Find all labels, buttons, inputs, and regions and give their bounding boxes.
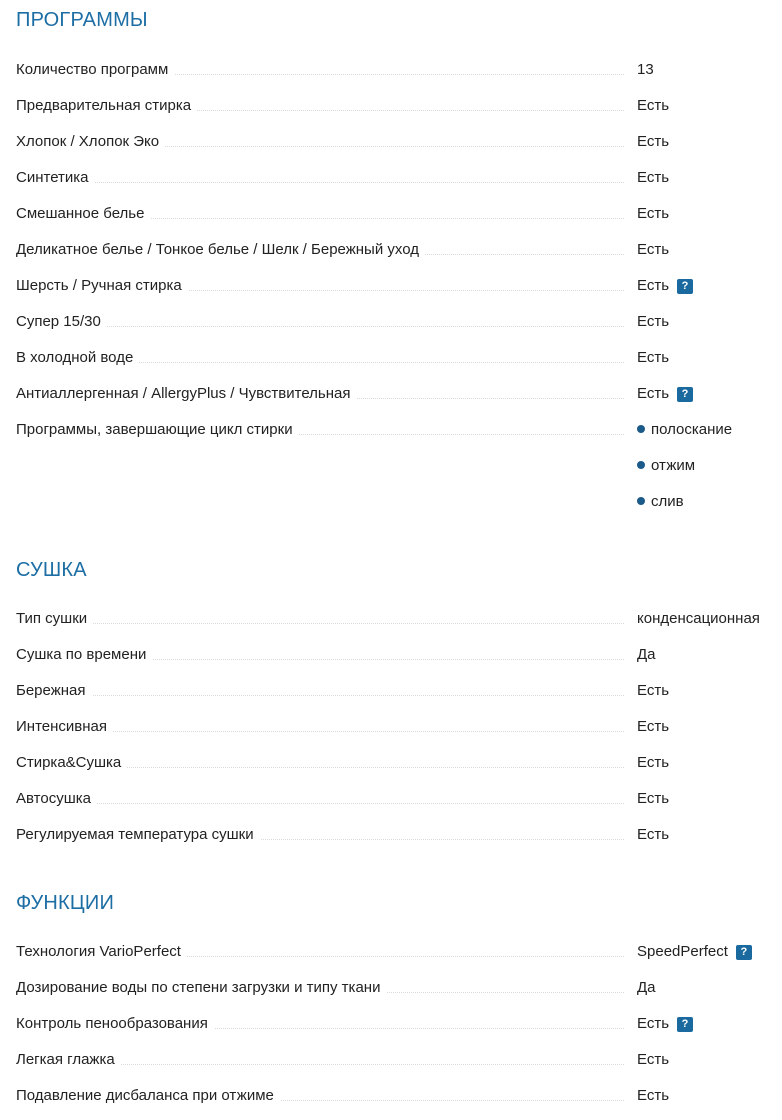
spec-value (637, 1049, 669, 1071)
spec-value-text: Есть (637, 97, 670, 114)
spec-value (637, 239, 669, 261)
bullet-item-rinse (637, 419, 732, 441)
spec-value-text: Есть (637, 1015, 670, 1032)
spec-label: В холодной воде (16, 347, 139, 369)
dotted-leader (16, 623, 624, 624)
section-title-drying: СУШКА (16, 559, 87, 581)
spec-row-easy-ironing (0, 1049, 782, 1071)
spec-label: Предварительная стирка (16, 95, 197, 117)
spec-row-auto-drying (0, 788, 782, 810)
spec-row-water-dosing (0, 977, 782, 999)
spec-label: Сушка по времени (16, 644, 152, 666)
spec-value (637, 977, 656, 999)
spec-row-cold-water (0, 347, 782, 369)
spec-value (637, 752, 669, 774)
help-icon[interactable]: ? (736, 945, 752, 960)
spec-label: Интенсивная (16, 716, 113, 738)
spec-row-delicate (0, 239, 782, 261)
spec-value (637, 275, 693, 297)
bullet-item-text: слив (651, 493, 684, 510)
spec-value (637, 383, 693, 405)
spec-label: Дозирование воды по степени загрузки и типу ткани (16, 977, 386, 999)
bullet-item-drain (637, 491, 684, 513)
section-title-programs: ПРОГРАММЫ (16, 9, 148, 31)
spec-value (637, 824, 669, 846)
spec-value (637, 1013, 693, 1035)
spec-value (637, 788, 669, 810)
spec-row-mixed (0, 203, 782, 225)
bullet-dot-icon (637, 425, 645, 433)
spec-row-synthetics (0, 167, 782, 189)
spec-value-text: Есть (637, 205, 670, 222)
spec-value-text: Есть (637, 1087, 670, 1104)
spec-label: Стирка&Сушка (16, 752, 127, 774)
spec-row-imbalance-control (0, 1085, 782, 1107)
spec-value-text: Есть (637, 826, 670, 843)
help-icon[interactable]: ? (677, 1017, 693, 1032)
spec-value-text: Да (637, 646, 656, 663)
spec-row-varioperfect (0, 941, 782, 963)
dotted-leader (16, 326, 624, 327)
help-icon[interactable]: ? (677, 387, 693, 402)
bullet-item-text: полоскание (651, 421, 733, 438)
spec-row-intensive-drying (0, 716, 782, 738)
spec-value (637, 608, 760, 630)
spec-value (637, 95, 669, 117)
spec-label: Деликатное белье / Тонкое белье / Шелк / Бережный уход (16, 239, 425, 261)
bullet-dot-icon (637, 497, 645, 505)
spec-label: Автосушка (16, 788, 97, 810)
spec-value (637, 1085, 669, 1107)
spec-label: Синтетика (16, 167, 95, 189)
spec-row-wool (0, 275, 782, 297)
spec-value-text: Есть (637, 169, 670, 186)
spec-value-text: Есть (637, 313, 670, 330)
spec-row-drying-type (0, 608, 782, 630)
section-title-functions: ФУНКЦИИ (16, 892, 115, 914)
spec-value-text: SpeedPerfect (637, 943, 728, 960)
spec-label: Антиаллергенная / AllergyPlus / Чувствительная (16, 383, 357, 405)
bullet-item-spin (637, 455, 695, 477)
spec-label: Хлопок / Хлопок Эко (16, 131, 165, 153)
spec-value-text: Есть (637, 790, 670, 807)
spec-value (637, 644, 656, 666)
spec-row-adjustable-temp (0, 824, 782, 846)
spec-label: Бережная (16, 680, 92, 702)
spec-value-text: Есть (637, 718, 670, 735)
bullet-dot-icon (637, 461, 645, 469)
spec-value (637, 680, 669, 702)
spec-value-text: Есть (637, 277, 670, 294)
spec-value-text: Есть (637, 1051, 670, 1068)
dotted-leader (16, 803, 624, 804)
spec-value-text: Есть (637, 385, 670, 402)
spec-label: Смешанное белье (16, 203, 150, 225)
spec-label: Регулируемая температура сушки (16, 824, 260, 846)
spec-label: Тип сушки (16, 608, 93, 630)
spec-value-text: конденсационная (637, 610, 760, 627)
spec-value (637, 311, 669, 333)
bullet-item-text: отжим (651, 457, 696, 474)
spec-label: Количество программ (16, 59, 174, 81)
spec-label: Программы, завершающие цикл стирки (16, 419, 299, 441)
spec-row-timed-drying (0, 644, 782, 666)
spec-label: Шерсть / Ручная стирка (16, 275, 188, 297)
spec-row-wash-and-dry (0, 752, 782, 774)
spec-value (637, 203, 669, 225)
spec-row-prewash (0, 95, 782, 117)
dotted-leader (16, 182, 624, 183)
spec-value-text: Есть (637, 241, 670, 258)
spec-value-text: Есть (637, 682, 670, 699)
spec-value-text: Есть (637, 349, 670, 366)
help-icon[interactable]: ? (677, 279, 693, 294)
spec-value-text: 13 (637, 61, 654, 78)
dotted-leader (16, 695, 624, 696)
spec-value-text: Есть (637, 133, 670, 150)
spec-row-cotton (0, 131, 782, 153)
spec-value (637, 347, 669, 369)
spec-label: Контроль пенообразования (16, 1013, 214, 1035)
spec-row-super-15-30 (0, 311, 782, 333)
spec-row-antiallergy (0, 383, 782, 405)
spec-value (637, 59, 654, 81)
spec-value-text: Есть (637, 754, 670, 771)
spec-value (637, 716, 669, 738)
spec-value (637, 941, 752, 963)
spec-row-gentle-drying (0, 680, 782, 702)
spec-label: Легкая глажка (16, 1049, 121, 1071)
spec-row-program-count (0, 59, 782, 81)
spec-label: Технология VarioPerfect (16, 941, 187, 963)
spec-value (637, 167, 669, 189)
spec-value-text: Да (637, 979, 656, 996)
spec-label: Подавление дисбаланса при отжиме (16, 1085, 280, 1107)
spec-label: Супер 15/30 (16, 311, 107, 333)
spec-value (637, 131, 669, 153)
spec-row-foam-control (0, 1013, 782, 1035)
